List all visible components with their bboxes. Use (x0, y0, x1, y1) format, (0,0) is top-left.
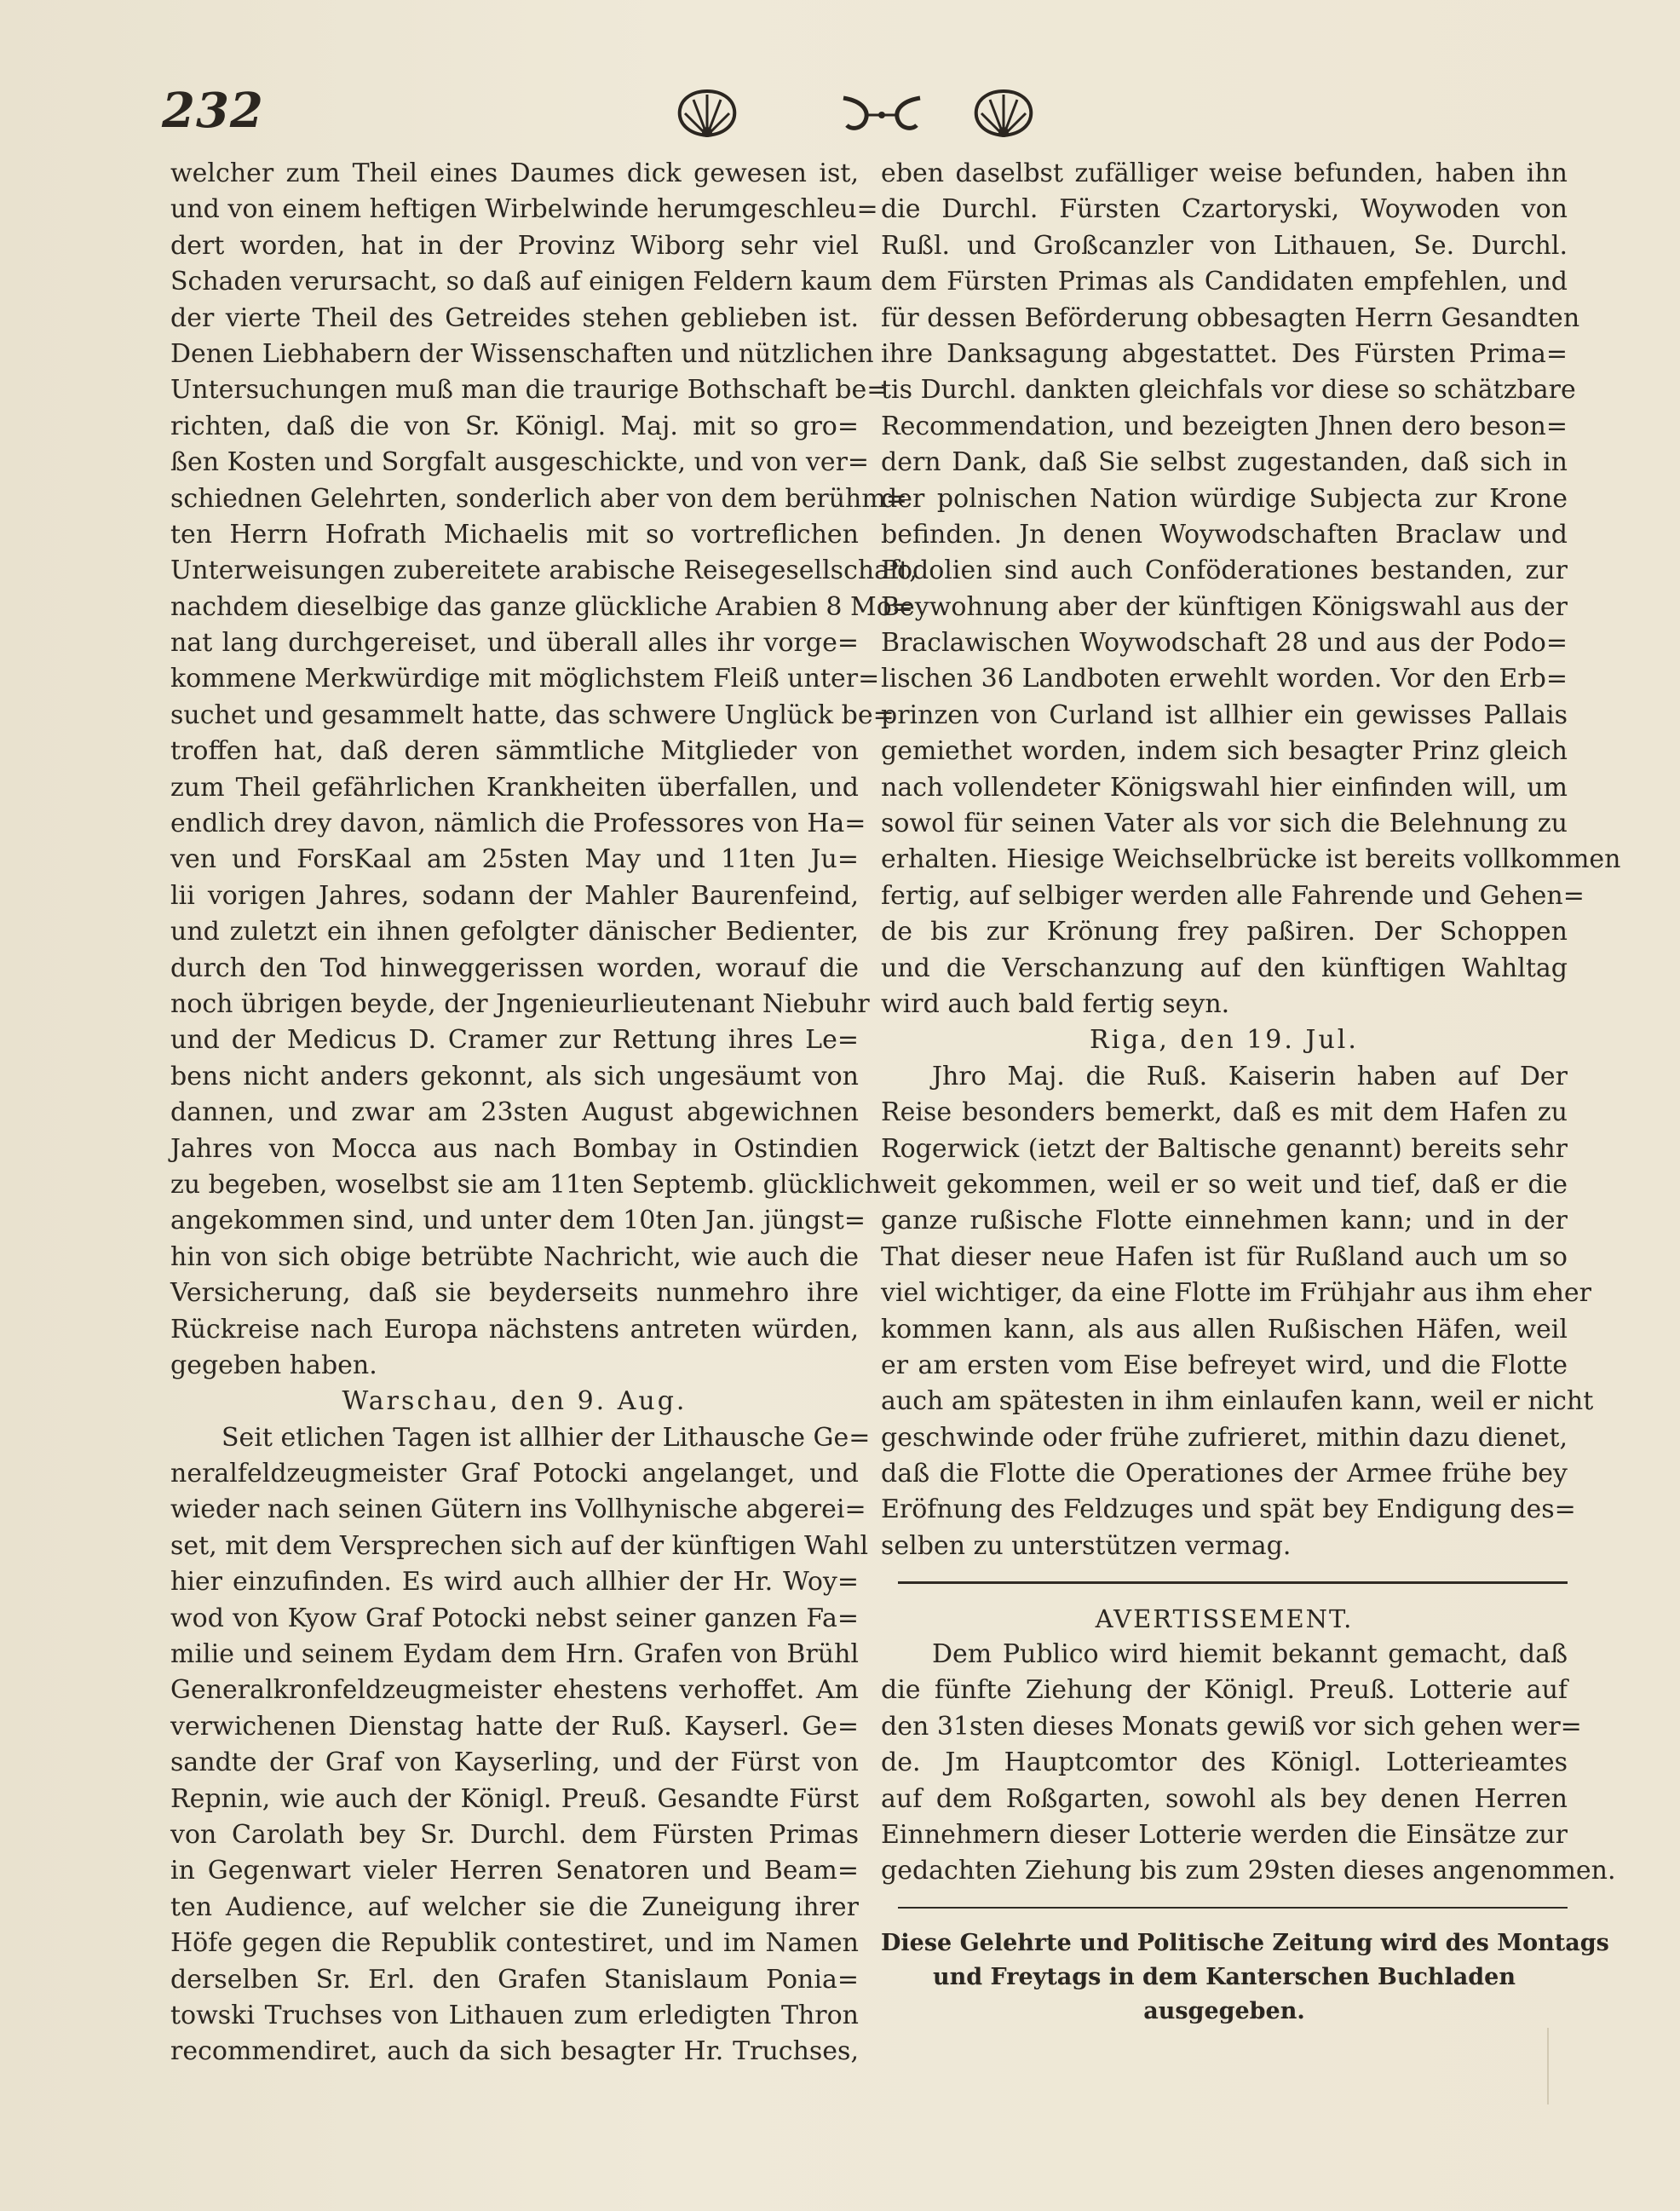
advertisement-line: Dem Publico wird hiemit bekannt gemacht, daß (932, 1639, 1568, 1670)
text-line: endlich drey davon, nämlich die Professores von Ha= (170, 809, 866, 839)
text-line: Reise besonders bemerkt, daß es mit dem Hafen zu (881, 1097, 1568, 1128)
advertisement-heading: AVERTISSEMENT. (1095, 1604, 1354, 1633)
text-line: ten Herrn Hofrath Michaelis mit so vortreflichen (170, 519, 859, 550)
text-line: zu begeben, woselbst sie am 11ten Septemb. glücklich (170, 1169, 882, 1200)
text-line: Versicherung, daß sie beyderseits nunmehro ihre (170, 1278, 859, 1309)
text-line: neralfeldzeugmeister Graf Potocki angelanget, und (170, 1459, 859, 1489)
text-line: nachdem dieselbige das ganze glückliche Arabien 8 Mo= (170, 591, 913, 622)
text-line: dert worden, hat in der Provinz Wiborg sehr viel (170, 230, 859, 261)
text-line: gegeben haben. (170, 1350, 377, 1380)
text-line: befinden. Jn denen Woywodschaften Braclaw und (881, 519, 1568, 550)
footer-notice-line: und Freytags in dem Kanterschen Buchladen (933, 1964, 1516, 1991)
advertisement-line: gedachten Ziehung bis zum 29sten dieses angenommen. (881, 1856, 1616, 1886)
section-divider (881, 1564, 1568, 1600)
text-line: viel wichtiger, da eine Flotte im Frühjahr aus ihm eher (881, 1278, 1591, 1309)
text-line: gemiethet worden, indem sich besagter Prinz gleich (881, 736, 1568, 767)
text-line: troffen hat, daß deren sämmtliche Mitglieder von (170, 736, 859, 767)
text-line: Schaden verursacht, so daß auf einigen Feldern kaum (170, 267, 872, 297)
text-line: wieder nach seinen Gütern ins Vollhynische abgerei= (170, 1494, 866, 1525)
text-line: Jhro Maj. die Ruß. Kaiserin haben auf Der (932, 1061, 1568, 1091)
footer-notice-line: Diese Gelehrte und Politische Zeitung wird des Montags (881, 1930, 1609, 1957)
text-line: und zuletzt ein ihnen gefolgter dänischer Bedienter, (170, 917, 859, 947)
text-line: angekommen sind, und unter dem 10ten Jan. jüngst= (170, 1206, 866, 1236)
text-line: suchet und gesammelt hatte, das schwere Unglück be= (170, 700, 895, 730)
text-line: fertig, auf selbiger werden alle Fahrende und Gehen= (881, 880, 1585, 911)
text-line: Eröfnung des Feldzuges und spät bey Endigung des= (881, 1494, 1576, 1525)
text-line: That dieser neue Hafen ist für Rußland auch um so (881, 1241, 1568, 1272)
text-line: ven und ForsKaal am 25sten May und 11ten Ju= (170, 844, 859, 875)
dateline-warschau: Warschau, den 9. Aug. (342, 1386, 688, 1417)
advertisement-line: die fünfte Ziehung der Königl. Preuß. Lotterie auf (881, 1675, 1568, 1706)
page-header (162, 81, 1568, 149)
shell-ornament-left-icon (673, 88, 741, 141)
text-line: bens nicht anders gekonnt, als sich ungesäumt von (170, 1061, 859, 1091)
text-line: Seit etlichen Tagen ist allhier der Lithausche Ge= (222, 1422, 871, 1453)
text-line: in Gegenwart vieler Herren Senatoren und Beam= (170, 1856, 859, 1886)
text-line: schiednen Gelehrten, sonderlich aber von dem berühm= (170, 483, 907, 514)
shell-ornament-right-icon (969, 88, 1038, 141)
text-line: Höfe gegen die Republik contestiret, und im Namen (170, 1928, 859, 1959)
text-line: ihre Danksagung abgestattet. Des Fürsten Prima= (881, 338, 1568, 369)
text-line: Rogerwick (ietzt der Baltische genannt) bereits sehr (881, 1133, 1568, 1164)
text-line: Rückreise nach Europa nächstens antreten würden, (170, 1314, 859, 1344)
text-line: durch den Tod hinweggerissen worden, worauf die (170, 953, 859, 983)
text-line: hier einzufinden. Es wird auch allhier der Hr. Woy= (170, 1567, 859, 1598)
text-line: nat lang durchgereiset, und überall alles ihr vorge= (170, 628, 859, 659)
text-line: richten, daß die von Sr. Königl. Maj. mit so gro= (170, 411, 859, 441)
text-line: weit gekommen, weil er so weit und tief, daß er die (881, 1169, 1568, 1200)
text-line: Recommendation, und bezeigten Jhnen dero beson= (881, 411, 1568, 441)
page-number: 232 (162, 83, 264, 139)
text-line: hin von sich obige betrübte Nachricht, wie auch die (170, 1241, 859, 1272)
advertisement-line: auf dem Roßgarten, sowohl als bey denen Herren (881, 1783, 1568, 1814)
right-column (881, 156, 1621, 2028)
text-line: auch am spätesten in ihm einlaufen kann, weil er nicht (881, 1386, 1594, 1417)
left-column (170, 156, 918, 2070)
text-line: dannen, und zwar am 23sten August abgewichnen (170, 1097, 859, 1128)
text-line: dern Dank, daß Sie selbst zugestanden, daß sich in (881, 447, 1568, 478)
text-line: tis Durchl. dankten gleichfals vor diese so schätzbare (881, 375, 1576, 406)
text-line: die Durchl. Fürsten Czartoryski, Woywoden von (881, 194, 1568, 225)
text-line: ßen Kosten und Sorgfalt ausgeschickte, und von ver= (170, 447, 870, 478)
text-line: sowol für seinen Vater als vor sich die Belehnung zu (881, 809, 1568, 839)
text-line: set, mit dem Versprechen sich auf der künftigen Wahl (170, 1530, 869, 1561)
text-line: Untersuchungen muß man die traurige Bothschaft be= (170, 375, 889, 406)
text-line: kommen kann, als aus allen Rußischen Häfen, weil (881, 1314, 1568, 1344)
text-line: sandte der Graf von Kayserling, und der Fürst von (170, 1747, 859, 1778)
text-line: verwichenen Dienstag hatte der Ruß. Kayserl. Ge= (170, 1711, 859, 1742)
scroll-ornament-icon (835, 88, 929, 141)
text-line: und der Medicus D. Cramer zur Rettung ihres Le= (170, 1025, 859, 1056)
text-line: milie und seinem Eydam dem Hrn. Grafen von Brühl (170, 1639, 859, 1670)
paper-fold-mark (1547, 2028, 1549, 2104)
text-line: welcher zum Theil eines Daumes dick gewesen ist, (170, 158, 859, 188)
text-line: recommendiret, auch da sich besagter Hr. Truchses, (170, 2036, 859, 2067)
text-line: Denen Liebhabern der Wissenschaften und nützlichen (170, 338, 874, 369)
text-line: daß die Flotte die Operationes der Armee frühe bey (881, 1459, 1568, 1489)
text-line: ten Audience, auf welcher sie die Zuneigung ihrer (170, 1891, 859, 1922)
text-line: zum Theil gefährlichen Krankheiten überfallen, und (170, 772, 859, 803)
text-line: geschwinde oder frühe zufrieret, mithin dazu dienet, (881, 1422, 1568, 1453)
text-line: erhalten. Hiesige Weichselbrücke ist bereits vollkommen (881, 844, 1621, 875)
text-line: lischen 36 Landboten erwehlt worden. Vor den Erb= (881, 664, 1568, 694)
footer-notice-line: ausgegeben. (1143, 1998, 1305, 2025)
text-line: derselben Sr. Erl. den Grafen Stanislaum Ponia= (170, 1964, 859, 1995)
text-line: dem Fürsten Primas als Candidaten empfehlen, und (881, 267, 1568, 297)
text-line: und von einem heftigen Wirbelwinde herumgeschleu= (170, 194, 878, 225)
text-line: noch übrigen beyde, der Jngenieurlieutenant Niebuhr (170, 988, 870, 1019)
text-line: und die Verschanzung auf den künftigen Wahltag (881, 953, 1568, 983)
text-line: Braclawischen Woywodschaft 28 und aus der Podo= (881, 628, 1568, 659)
text-line: Podolien sind auch Conföderationes bestanden, zur (881, 556, 1568, 586)
advertisement-line: den 31sten dieses Monats gewiß vor sich gehen wer= (881, 1711, 1582, 1742)
text-line: für dessen Beförderung obbesagten Herrn Gesandten (881, 302, 1580, 333)
text-line: er am ersten vom Eise befreyet wird, und die Flotte (881, 1350, 1568, 1380)
text-line: Repnin, wie auch der Königl. Preuß. Gesandte Fürst (170, 1783, 859, 1814)
text-line: kommene Merkwürdige mit möglichstem Fleiß unter= (170, 664, 880, 694)
text-line: lii vorigen Jahres, sodann der Mahler Baurenfeind, (170, 880, 859, 911)
text-line: Jahres von Mocca aus nach Bombay in Ostindien (170, 1133, 859, 1164)
text-line: nach vollendeter Königswahl hier einfinden will, um (881, 772, 1568, 803)
advertisement-line: Einnehmern dieser Lotterie werden die Einsätze zur (881, 1819, 1568, 1850)
text-line: prinzen von Curland ist allhier ein gewisses Pallais (881, 700, 1568, 730)
text-line: der vierte Theil des Getreides stehen geblieben ist. (170, 302, 859, 333)
text-line: von Carolath bey Sr. Durchl. dem Fürsten Primas (170, 1819, 859, 1850)
text-line: der polnischen Nation würdige Subjecta zur Krone (881, 483, 1568, 514)
text-line: Beywohnung aber der künftigen Königswahl aus der (881, 591, 1568, 622)
advertisement-line: de. Jm Hauptcomtor des Königl. Lotterieamtes (881, 1747, 1568, 1778)
text-line: wird auch bald fertig seyn. (881, 988, 1230, 1019)
footer-divider (881, 1890, 1568, 1926)
text-line: Generalkronfeldzeugmeister ehestens verhoffet. Am (170, 1675, 859, 1706)
text-line: Unterweisungen zubereitete arabische Reisegesellschaft, (170, 556, 918, 586)
dateline-riga: Riga, den 19. Jul. (1090, 1025, 1359, 1056)
text-line: towski Truchses von Lithauen zum erledigten Thron (170, 2000, 859, 2030)
text-line: de bis zur Krönung frey paßiren. Der Schoppen (881, 917, 1568, 947)
text-line: selben zu unterstützen vermag. (881, 1530, 1292, 1561)
text-line: Rußl. und Großcanzler von Lithauen, Se. Durchl. (881, 230, 1568, 261)
text-line: wod von Kyow Graf Potocki nebst seiner ganzen Fa= (170, 1603, 859, 1633)
text-line: eben daselbst zufälliger weise befunden, haben ihn (881, 158, 1568, 188)
text-line: ganze rußische Flotte einnehmen kann; und in der (881, 1206, 1568, 1236)
